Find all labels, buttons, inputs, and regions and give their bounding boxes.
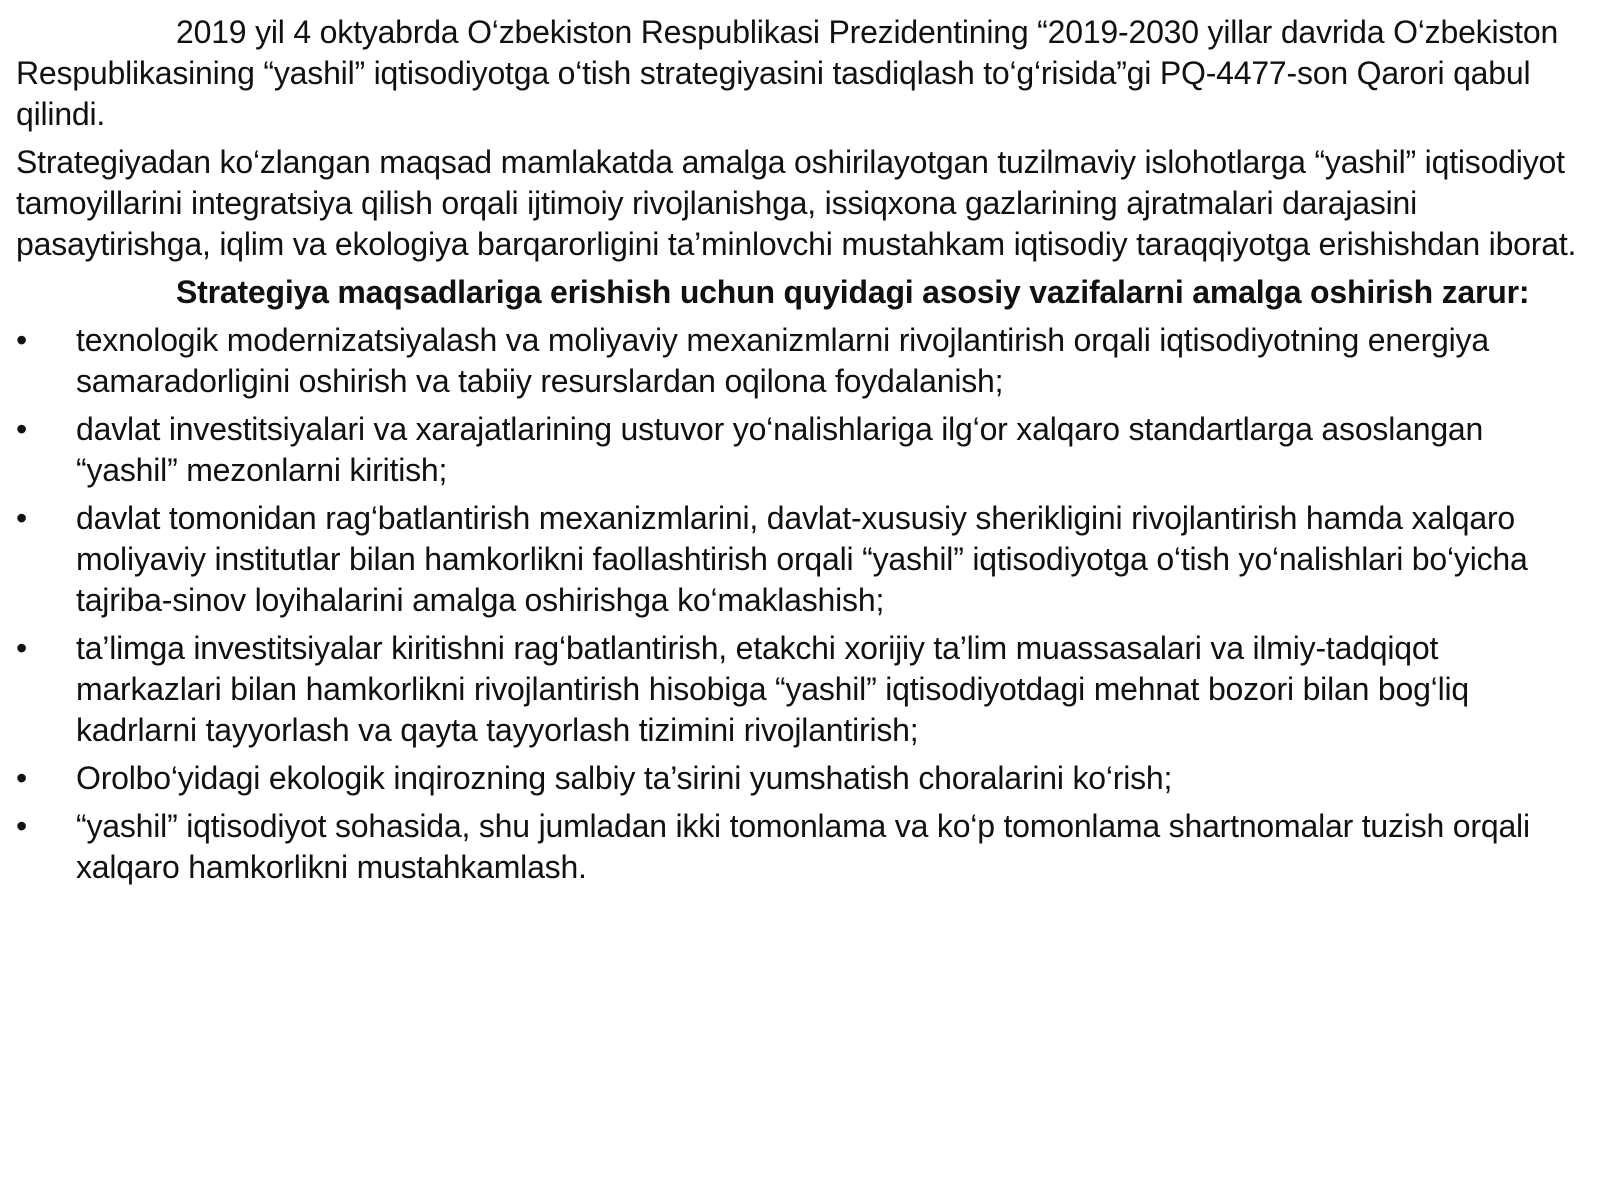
intro-paragraph: 2019 yil 4 oktyabrda O‘zbekiston Respublikasi Prezidentining “2019-2030 yillar davrida O‘zbekiston Respublikasining “yashil” iqtisodiyotga o‘tish strategiyasini tasdiqlash to‘g‘risida”gi PQ-4477-son Qarori qabul qilindi. [16, 14, 1559, 132]
bullet-icon: • [16, 760, 28, 796]
list-item-text: davlat tomonidan rag‘batlantirish mexanizmlarini, davlat-xususiy sherikligini rivojlantirish hamda xalqaro moliyaviy institutlar bilan hamkorlikni faollashtirish orqali “yashil” iqtisodiyotga o‘tish yo‘nalishlari bo‘yicha tajriba-sinov loyihalarini amalga oshirishga ko‘maklashish; [76, 500, 1528, 618]
bullet-icon: • [16, 411, 28, 447]
bullet-icon: • [16, 808, 28, 844]
list-item [16, 409, 1586, 491]
tasks-heading: Strategiya maqsadlariga erishish uchun quyidagi asosiy vazifalarni amalga oshirish zarur: [176, 274, 1530, 310]
goal-paragraph: Strategiyadan ko‘zlangan maqsad mamlakatda amalga oshirilayotgan tuzilmaviy islohotlarga “yashil” iqtisodiyot tamoyillarini integratsiya qilish orqali ijtimoiy rivojlanishga, issiqxona gazlarining ajratmalari darajasini pasaytirishga, iqlim va ekologiya barqarorligini ta’minlovchi mustahkam iqtisodiy taraqqiyotga erishishdan iborat. [16, 144, 1577, 262]
list-item [16, 806, 1586, 888]
list-item-text: texnologik modernizatsiyalash va moliyaviy mexanizmlarni rivojlantirish orqali iqtisodiyotning energiya samaradorligini oshirish va tabiiy resurslardan oqilona foydalanish; [76, 322, 1489, 399]
list-item [16, 498, 1586, 621]
list-item [16, 628, 1586, 751]
list-item-text: Orolbo‘yidagi ekologik inqirozning salbiy ta’sirini yumshatish choralarini ko‘rish; [76, 760, 1173, 796]
list-item [16, 320, 1586, 402]
list-item-text: ta’limga investitsiyalar kiritishni rag‘batlantirish, etakchi xorijiy ta’lim muassasalari va ilmiy-tadqiqot markazlari bilan hamkorlikni rivojlantirish hisobiga “yashil” iqtisodiyotdagi mehnat bozori bilan bog‘liq kadrlarni tayyorlash va qayta tayyorlash tizimini rivojlantirish; [76, 630, 1470, 748]
bullet-icon: • [16, 322, 28, 358]
list-item [16, 758, 1586, 799]
bullet-icon: • [16, 500, 28, 536]
bullet-icon: • [16, 630, 28, 666]
document-body [16, 12, 1586, 895]
list-item-text: “yashil” iqtisodiyot sohasida, shu jumladan ikki tomonlama va ko‘p tomonlama shartnomalar tuzish orqali xalqaro hamkorlikni mustahkamlash. [76, 808, 1530, 885]
list-item-text: davlat investitsiyalari va xarajatlarining ustuvor yo‘nalishlariga ilg‘or xalqaro standartlarga asoslangan “yashil” mezonlarni kiritish; [76, 411, 1484, 488]
tasks-list [16, 320, 1586, 888]
